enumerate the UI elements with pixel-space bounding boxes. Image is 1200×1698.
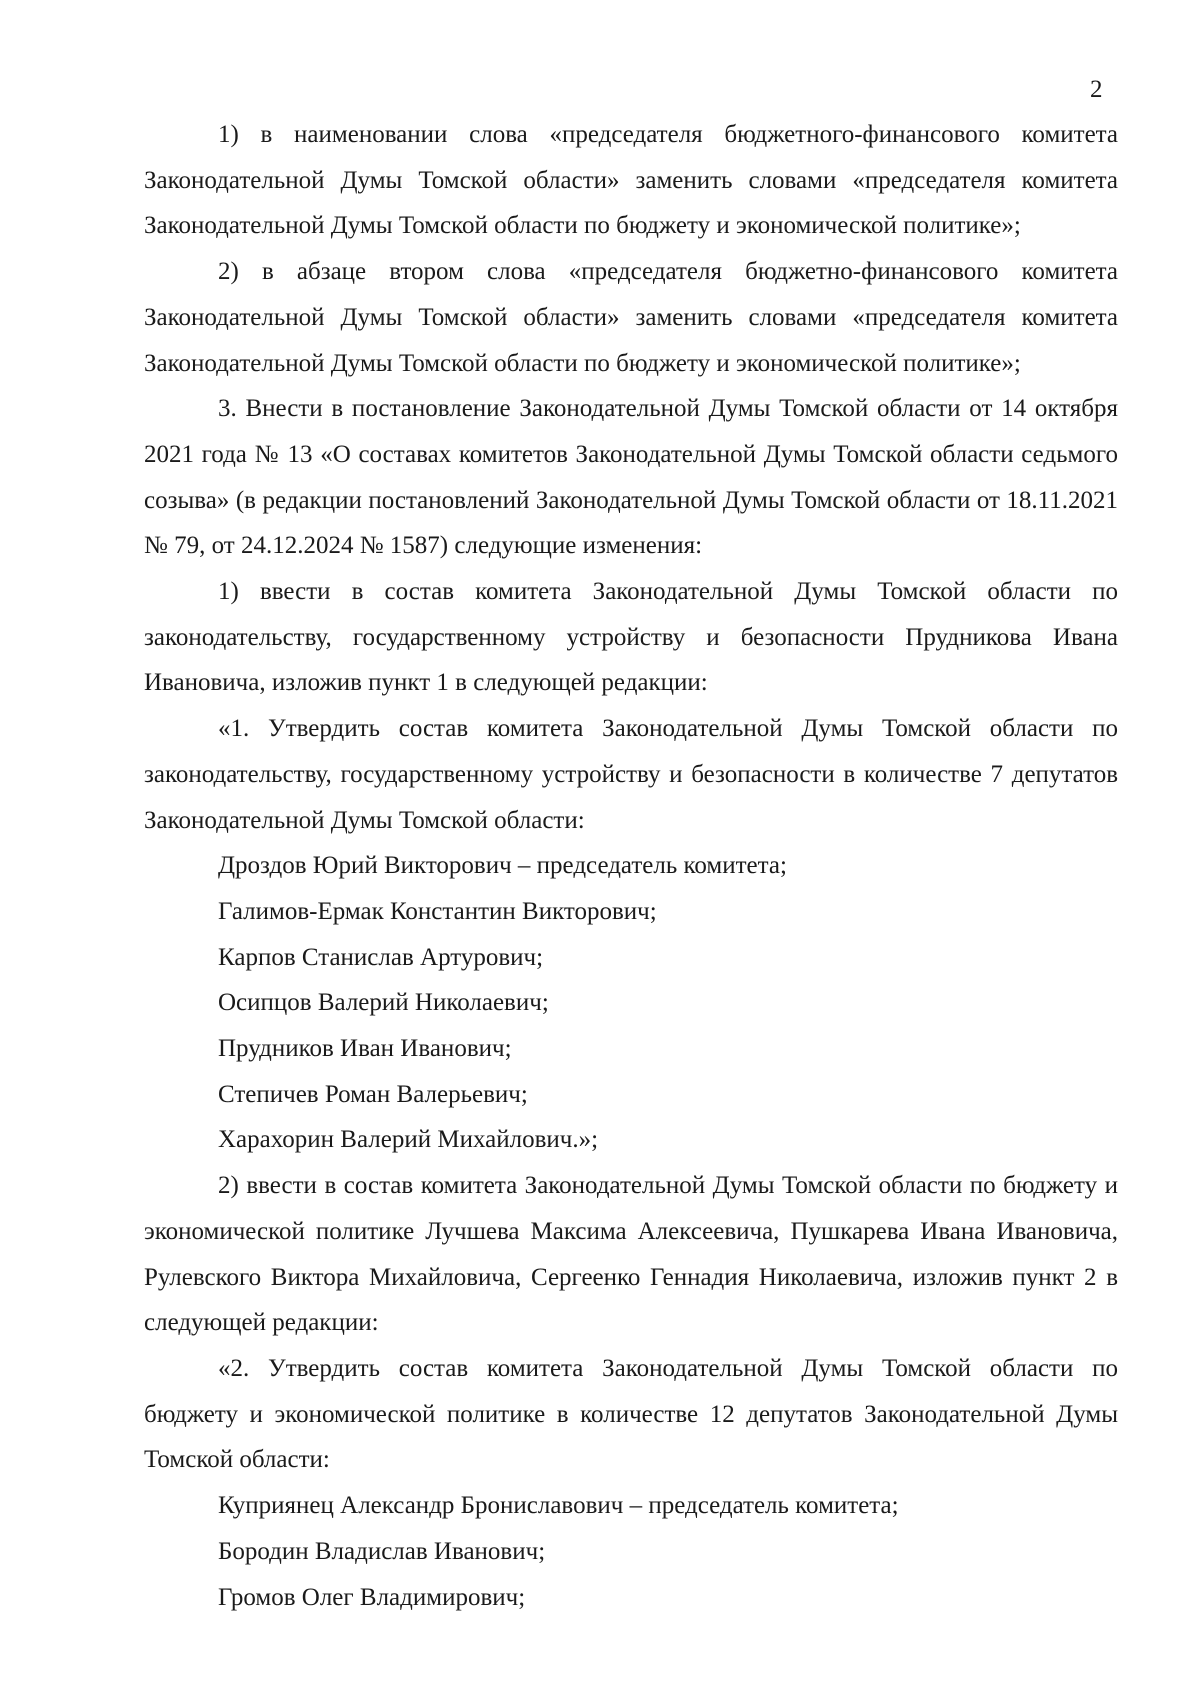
committee-member: Громов Олег Владимирович; — [218, 1583, 526, 1611]
committee-member: Дроздов Юрий Викторович – председатель комитета; — [218, 852, 787, 880]
paragraph: «1. Утвердить состав комитета Законодательной Думы Томской области по законодательству, государственному устройству и безопасности в количестве 7 депутатов Законодательной Думы Томской области: — [144, 715, 1118, 834]
committee-member: Харахорин Валерий Михайлович.»; — [218, 1126, 599, 1154]
paragraph: 3. Внести в постановление Законодательной Думы Томской области от 14 октября 2021 года № 13 «О составах комитетов Законодательной Думы Томской области седьмого созыва» (в редакции постановлений Законодательной Думы Томской области от 18.11.2021 № 79, от 24.12.2024 № 1587) следующие изменения: — [144, 395, 1118, 560]
committee-member: Галимов-Ермак Константин Викторович; — [218, 897, 657, 925]
paragraph: 2) ввести в состав комитета Законодательной Думы Томской области по бюджету и экономической политике Лучшева Максима Алексеевича, Пушкарева Ивана Ивановича, Рулевского Виктора Михайловича, Сергеенко Геннадия Николаевича, изложив пункт 2 в следующей редакции: — [144, 1172, 1118, 1337]
paragraph: 2) в абзаце втором слова «председателя бюджетно-финансового комитета Законодательной Думы Томской области» заменить словами «председателя комитета Законодательной Думы Томской области по бюджету и экономической политике»; — [144, 258, 1118, 377]
committee-member: Карпов Станислав Артурович; — [218, 943, 544, 971]
committee-member: Осипцов Валерий Николаевич; — [218, 989, 549, 1017]
paragraph: 1) в наименовании слова «председателя бюджетного-финансового комитета Законодательной Думы Томской области» заменить словами «председателя комитета Законодательной Думы Томской области по бюджету и экономической политике»; — [144, 121, 1118, 240]
document-body — [144, 112, 1118, 1620]
committee-member: Степичев Роман Валерьевич; — [218, 1080, 528, 1108]
paragraph: «2. Утвердить состав комитета Законодательной Думы Томской области по бюджету и экономической политике в количестве 12 депутатов Законодательной Думы Томской области: — [144, 1354, 1118, 1474]
paragraph: 1) ввести в состав комитета Законодательной Думы Томской области по законодательству, государственному устройству и безопасности Прудникова Ивана Ивановича, изложив пункт 1 в следующей редакции: — [144, 578, 1118, 697]
page-number: 2 — [1090, 76, 1103, 103]
committee-member: Прудников Иван Иванович; — [218, 1035, 512, 1063]
committee-member: Куприянец Александр Брониславович – председатель комитета; — [218, 1492, 899, 1520]
committee-member: Бородин Владислав Иванович; — [218, 1537, 546, 1565]
